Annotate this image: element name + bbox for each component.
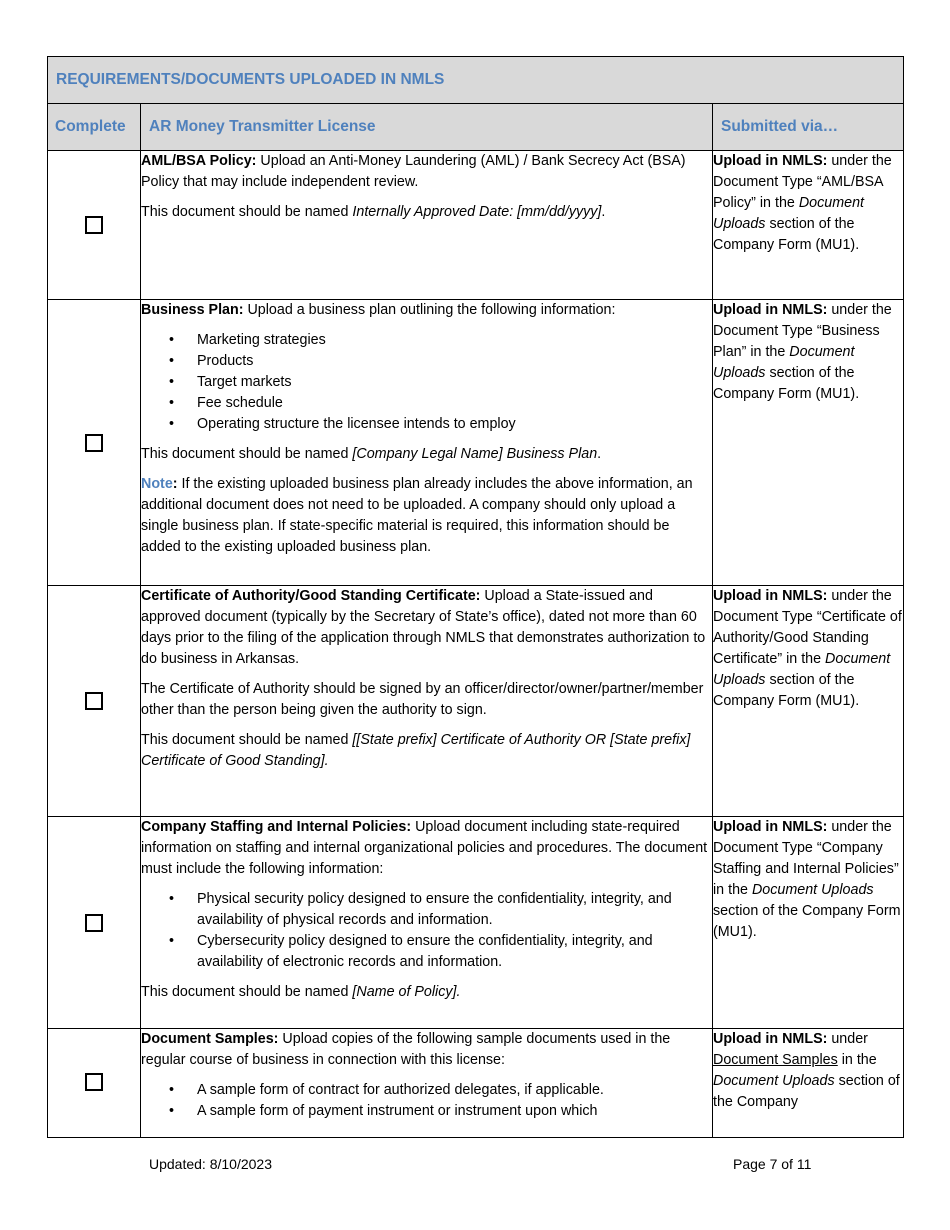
complete-checkbox[interactable]	[85, 692, 103, 710]
requirement-title: AML/BSA Policy:	[141, 153, 257, 169]
submit-text: under the Document Type “Business Plan” in the	[713, 302, 892, 360]
table-row	[48, 586, 904, 817]
naming-convention: [Name of Policy].	[352, 984, 461, 1000]
bullet-list	[141, 889, 712, 973]
submit-method: Upload in NMLS:	[713, 819, 828, 835]
table-row	[48, 817, 904, 1029]
header-complete: Complete	[48, 104, 141, 151]
submit-method: Upload in NMLS:	[713, 302, 828, 318]
requirement-cell	[141, 151, 713, 300]
list-item: • A sample form of payment instrument or instrument upon which	[197, 1101, 712, 1122]
requirement-cell	[141, 586, 713, 817]
requirement-text: Upload document including state-required information on staffing and internal organizational policies and procedures. The document must include the following information:	[141, 819, 708, 877]
submit-text: under the Document Type “Certificate of Authority/Good Standing Certificate” in the	[713, 588, 902, 667]
naming-prefix: This document should be named	[141, 984, 353, 1000]
submitted-cell	[713, 151, 904, 300]
requirement-title: Certificate of Authority/Good Standing Certificate:	[141, 588, 481, 604]
requirement-text: Upload an Anti-Money Laundering (AML) / Bank Secrecy Act (BSA) Policy that may include independent review.	[141, 153, 686, 190]
requirement-cell	[141, 817, 713, 1029]
submitted-cell	[713, 300, 904, 586]
submit-text-end: section of the Company Form (MU1).	[713, 365, 860, 402]
note-label: Note	[141, 476, 173, 492]
submit-text: under the Document Type “AML/BSA Policy” in the	[713, 153, 892, 211]
document-samples-link[interactable]: Document Samples	[713, 1052, 838, 1068]
complete-cell	[48, 817, 141, 1029]
footer-page-number: Page 7 of 11	[733, 1156, 812, 1172]
requirement-cell	[141, 300, 713, 586]
requirement-title: Document Samples:	[141, 1031, 279, 1047]
submit-method: Upload in NMLS:	[713, 588, 828, 604]
submit-section: Document Uploads	[713, 651, 891, 688]
submit-text: under	[827, 1031, 868, 1047]
submit-section: Document Uploads	[713, 344, 855, 381]
complete-checkbox[interactable]	[85, 434, 103, 452]
submit-text-end: section of the Company Form (MU1).	[713, 672, 860, 709]
table-title: REQUIREMENTS/DOCUMENTS UPLOADED IN NMLS	[48, 57, 904, 104]
naming-prefix: This document should be named	[141, 732, 353, 748]
note-colon: :	[172, 476, 178, 492]
list-item: • Physical security policy designed to ensure the confidentiality, integrity, and availability of physical records and information.	[197, 889, 712, 931]
requirement-cell	[141, 1029, 713, 1138]
requirement-title: Business Plan:	[141, 302, 244, 318]
complete-cell	[48, 300, 141, 586]
requirement-text: Upload a business plan outlining the following information:	[243, 302, 616, 318]
requirement-paragraph: The Certificate of Authority should be signed by an officer/director/owner/partner/member other than the person being given the authority to sign.	[141, 681, 704, 718]
list-item: • Marketing strategies	[197, 330, 712, 351]
requirement-text: Upload a State-issued and approved document (typically by the Secretary of State’s office), dated not more than 60 days prior to the filing of the application through NMLS that demonstrates authorization to do business in Arkansas.	[141, 588, 706, 667]
requirement-title: Company Staffing and Internal Policies:	[141, 819, 412, 835]
list-item: • Operating structure the licensee intends to employ	[197, 414, 712, 435]
submit-method: Upload in NMLS:	[713, 153, 828, 169]
complete-checkbox[interactable]	[85, 914, 103, 932]
naming-suffix: .	[601, 204, 606, 220]
complete-checkbox[interactable]	[85, 1073, 103, 1091]
submit-text-end: section of the Company	[713, 1073, 900, 1110]
header-submitted: Submitted via…	[713, 104, 904, 151]
table-row	[48, 300, 904, 586]
complete-checkbox[interactable]	[85, 216, 103, 234]
naming-prefix: This document should be named	[141, 204, 353, 220]
bullet-list	[141, 1080, 712, 1122]
submit-section: Document Uploads	[751, 882, 874, 898]
list-item: • Fee schedule	[197, 393, 712, 414]
requirements-table	[47, 56, 904, 1138]
list-item: • Products	[197, 351, 712, 372]
note-text: If the existing uploaded business plan already includes the above information, an additional document does not need to be uploaded. A company should only upload a single business plan. If state-specific material is required, this information should be added to the existing uploaded business plan.	[141, 476, 693, 555]
bullet-list	[141, 330, 712, 435]
submit-text-end: section of the Company Form (MU1).	[713, 903, 901, 940]
requirement-text: Upload copies of the following sample documents used in the regular course of business in connection with this license:	[141, 1031, 671, 1068]
submitted-cell	[713, 817, 904, 1029]
submitted-cell	[713, 1029, 904, 1138]
naming-suffix: .	[597, 446, 602, 462]
submit-text-mid: in the	[837, 1052, 877, 1068]
naming-convention: [[State prefix] Certificate of Authority OR [State prefix] Certificate of Good Standing]	[141, 732, 691, 769]
list-item: • Target markets	[197, 372, 712, 393]
table-row	[48, 1029, 904, 1138]
submit-method: Upload in NMLS:	[713, 1031, 828, 1047]
complete-cell	[48, 586, 141, 817]
naming-convention: Internally Approved Date: [mm/dd/yyyy]	[352, 204, 602, 220]
submit-section: Document Uploads	[713, 1073, 835, 1089]
header-license: AR Money Transmitter License	[141, 104, 713, 151]
submitted-cell	[713, 586, 904, 817]
naming-suffix: .	[324, 753, 329, 769]
table-row	[48, 151, 904, 300]
complete-cell	[48, 1029, 141, 1138]
footer-updated: Updated: 8/10/2023	[149, 1156, 272, 1172]
submit-section: Document Uploads	[713, 195, 864, 232]
submit-text-end: section of the Company Form (MU1).	[713, 216, 860, 253]
list-item: • Cybersecurity policy designed to ensure the confidentiality, integrity, and availability of electronic records and information.	[197, 931, 712, 973]
complete-cell	[48, 151, 141, 300]
submit-text: under the Document Type “Company Staffing and Internal Policies” in the	[713, 819, 899, 898]
naming-prefix: This document should be named	[141, 446, 353, 462]
list-item: • A sample form of contract for authorized delegates, if applicable.	[197, 1080, 712, 1101]
naming-convention: [Company Legal Name] Business Plan	[352, 446, 598, 462]
